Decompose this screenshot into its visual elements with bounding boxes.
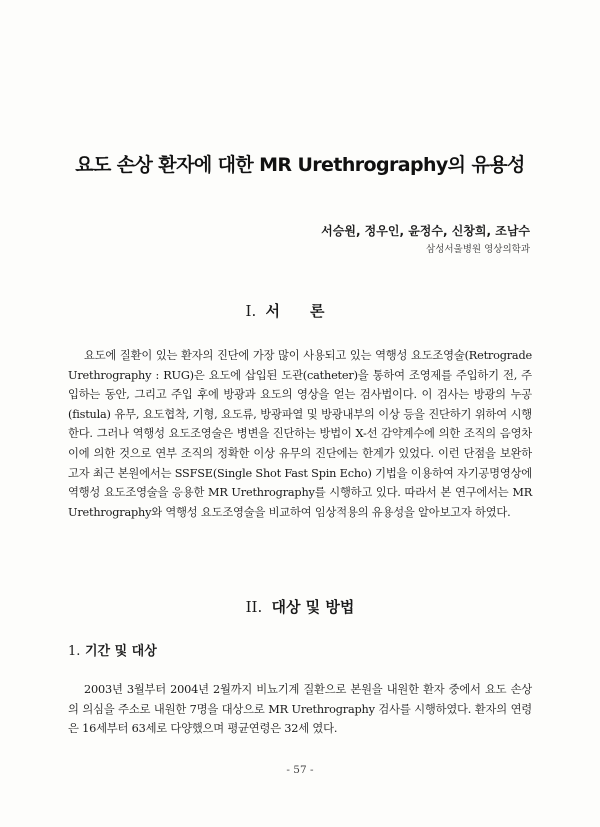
subsection-title: 기간 및 대상 — [84, 644, 157, 659]
subsection-heading-period — [68, 640, 157, 659]
affiliation: 삼성서울병원 영상의학과 — [426, 244, 530, 255]
section-heading-methods — [0, 596, 600, 617]
section-number: I. — [245, 302, 257, 320]
paper-title: 요도 손상 환자에 대한 MR Urethrography의 유용성 — [75, 154, 525, 176]
page-number: - 57 - — [286, 764, 314, 776]
subsection-number: 1. — [68, 644, 81, 659]
period-subjects-paragraph: 2003년 3월부터 2004년 2월까지 비뇨기계 질환으로 본원을 내원한 환자 중에서 요도 손상의 의심을 주소로 내원한 7명을 대상으로 MR Urethrography 검사를 시행하였다. 환자의 연령은 16세부터 63세로 다양했으며 평균연령은 32세 였다. — [68, 683, 532, 736]
introduction-paragraph: 요도에 질환이 있는 환자의 진단에 가장 많이 사용되고 있는 역행성 요도조영술(Retrograde Urethrography : RUG)은 요도에 삽입된 도관(catheter)을 통하여 조영제를 주입하기 전, 주입하는 동안, 그리고 주입 후에 방광과 요도의 영상을 얻는 검사법이다. 이 검사는 방광의 누공(fistula) 유무, 요도협착, 기형, 요도류, 방광파열 및 방광내부의 이상 등을 진단하기 위하여 시행한다. 그러나 역행성 요도조영술은 병변을 진단하는 방법이 X-선 감약계수에 의한 조직의 음영차이에 의한 것으로 연부 조직의 정확한 이상 유무의 진단에는 한계가 있었다. 이런 단점을 보완하고자 최근 본원에서는 SSFSE(Single Shot Fast Spin Echo) 기법을 이용하여 자기공명영상에 역행성 요도조영술을 응용한 MR Urethrography를 시행하고 있다. 따라서 본 연구에서는 MR Urethrography와 역행성 요도조영술을 비교하여 임상적용의 유용성을 알아보고자 하였다. — [68, 349, 532, 519]
author-list: 서승원, 정우인, 윤정수, 신창희, 조남수 — [321, 224, 530, 238]
section-heading-introduction — [0, 300, 600, 321]
section-title: 서론 — [265, 302, 355, 320]
section-number: II. — [245, 598, 263, 616]
section-title: 대상 및 방법 — [271, 598, 355, 616]
